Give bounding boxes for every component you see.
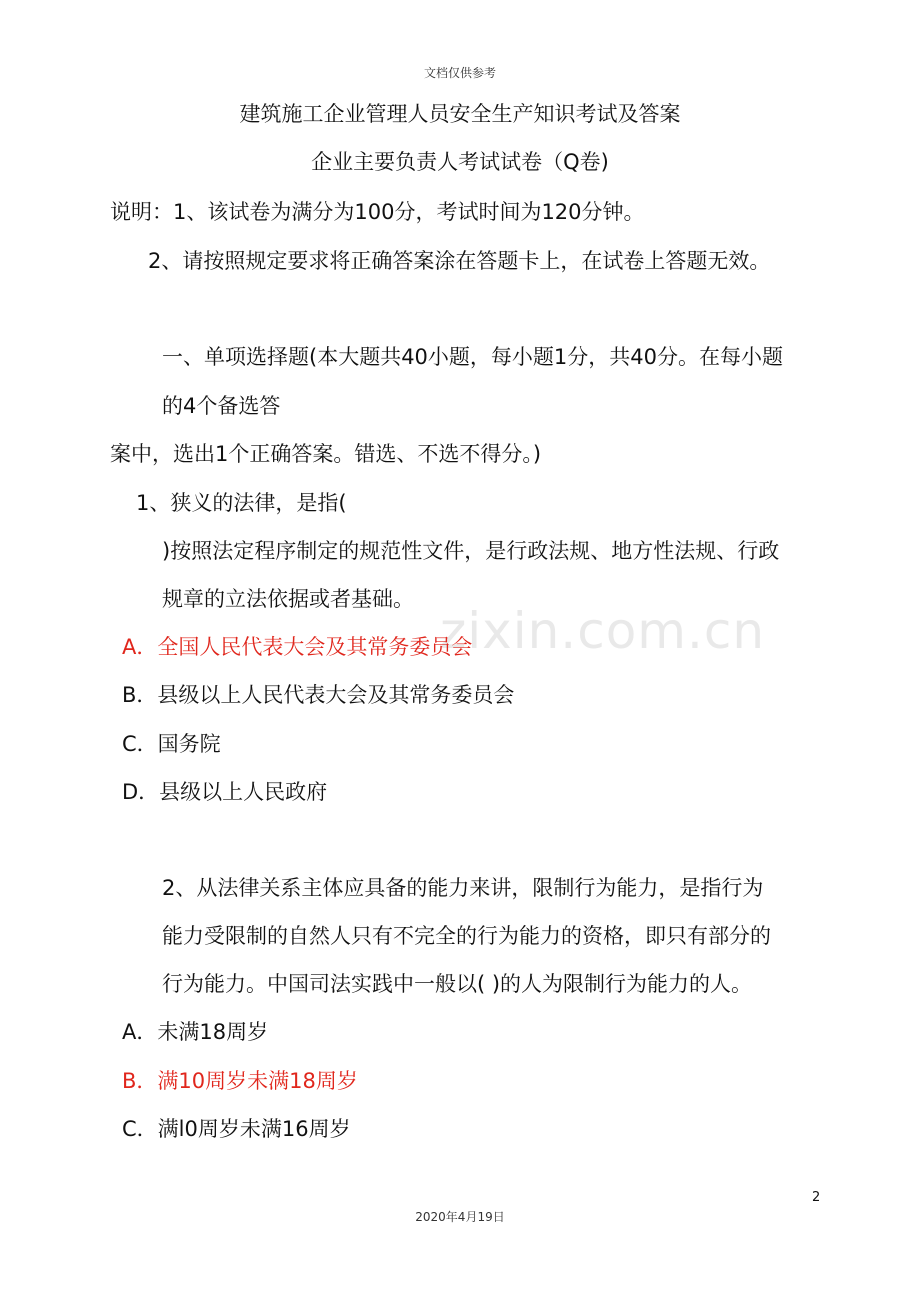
watermark: zixin.com.cn <box>440 602 766 660</box>
q1-option-a-correct: A．全国人民代表大会及其常务委员会 <box>122 635 473 659</box>
document-title: 建筑施工企业管理人员安全生产知识考试及答案 <box>239 102 681 126</box>
q1-option-c: C．国务院 <box>122 732 221 756</box>
q2-option-c: C．满l0周岁未满16周岁 <box>122 1117 351 1141</box>
q1-stem-line-3: 规章的立法依据或者基础。 <box>162 587 414 611</box>
footer-date: 2020年4月19日 <box>415 1210 505 1224</box>
q1-stem-line-2: )按照法定程序制定的规范性文件，是行政法规、地方性法规、行政 <box>162 539 780 563</box>
document-subtitle: 企业主要负责人考试试卷（Q卷) <box>311 150 609 174</box>
section-heading-line-1: 一、单项选择题(本大题共40小题，每小题1分，共40分。在每小题 <box>162 345 783 369</box>
q2-stem-line-2: 能力受限制的自然人只有不完全的行为能力的资格，即只有部分的 <box>162 924 771 948</box>
section-heading-line-3: 案中，选出1个正确答案。错选、不选不得分。) <box>110 442 542 466</box>
instruction-2: 2、请按照规定要求将正确答案涂在答题卡上，在试卷上答题无效。 <box>148 249 771 273</box>
q2-option-a: A．未满18周岁 <box>122 1020 269 1044</box>
page-number: 2 <box>812 1190 821 1205</box>
q1-option-b: B．县级以上人民代表大会及其常务委员会 <box>122 683 515 707</box>
instruction-1: 说明：1、该试卷为满分为100分，考试时间为120分钟。 <box>110 200 645 224</box>
q2-stem-line-1: 2、从法律关系主体应具备的能力来讲，限制行为能力，是指行为 <box>162 876 764 900</box>
q1-stem-line-1: 1、狭义的法律，是指( <box>136 491 347 515</box>
q2-option-b-correct: B．满10周岁未满18周岁 <box>122 1069 358 1093</box>
q1-option-d: D．县级以上人民政府 <box>122 780 328 804</box>
q2-stem-line-3: 行为能力。中国司法实践中一般以( )的人为限制行为能力的人。 <box>162 972 753 996</box>
section-heading-line-2: 的4个备选答 <box>162 394 281 418</box>
header-note: 文档仅供参考 <box>423 66 496 80</box>
